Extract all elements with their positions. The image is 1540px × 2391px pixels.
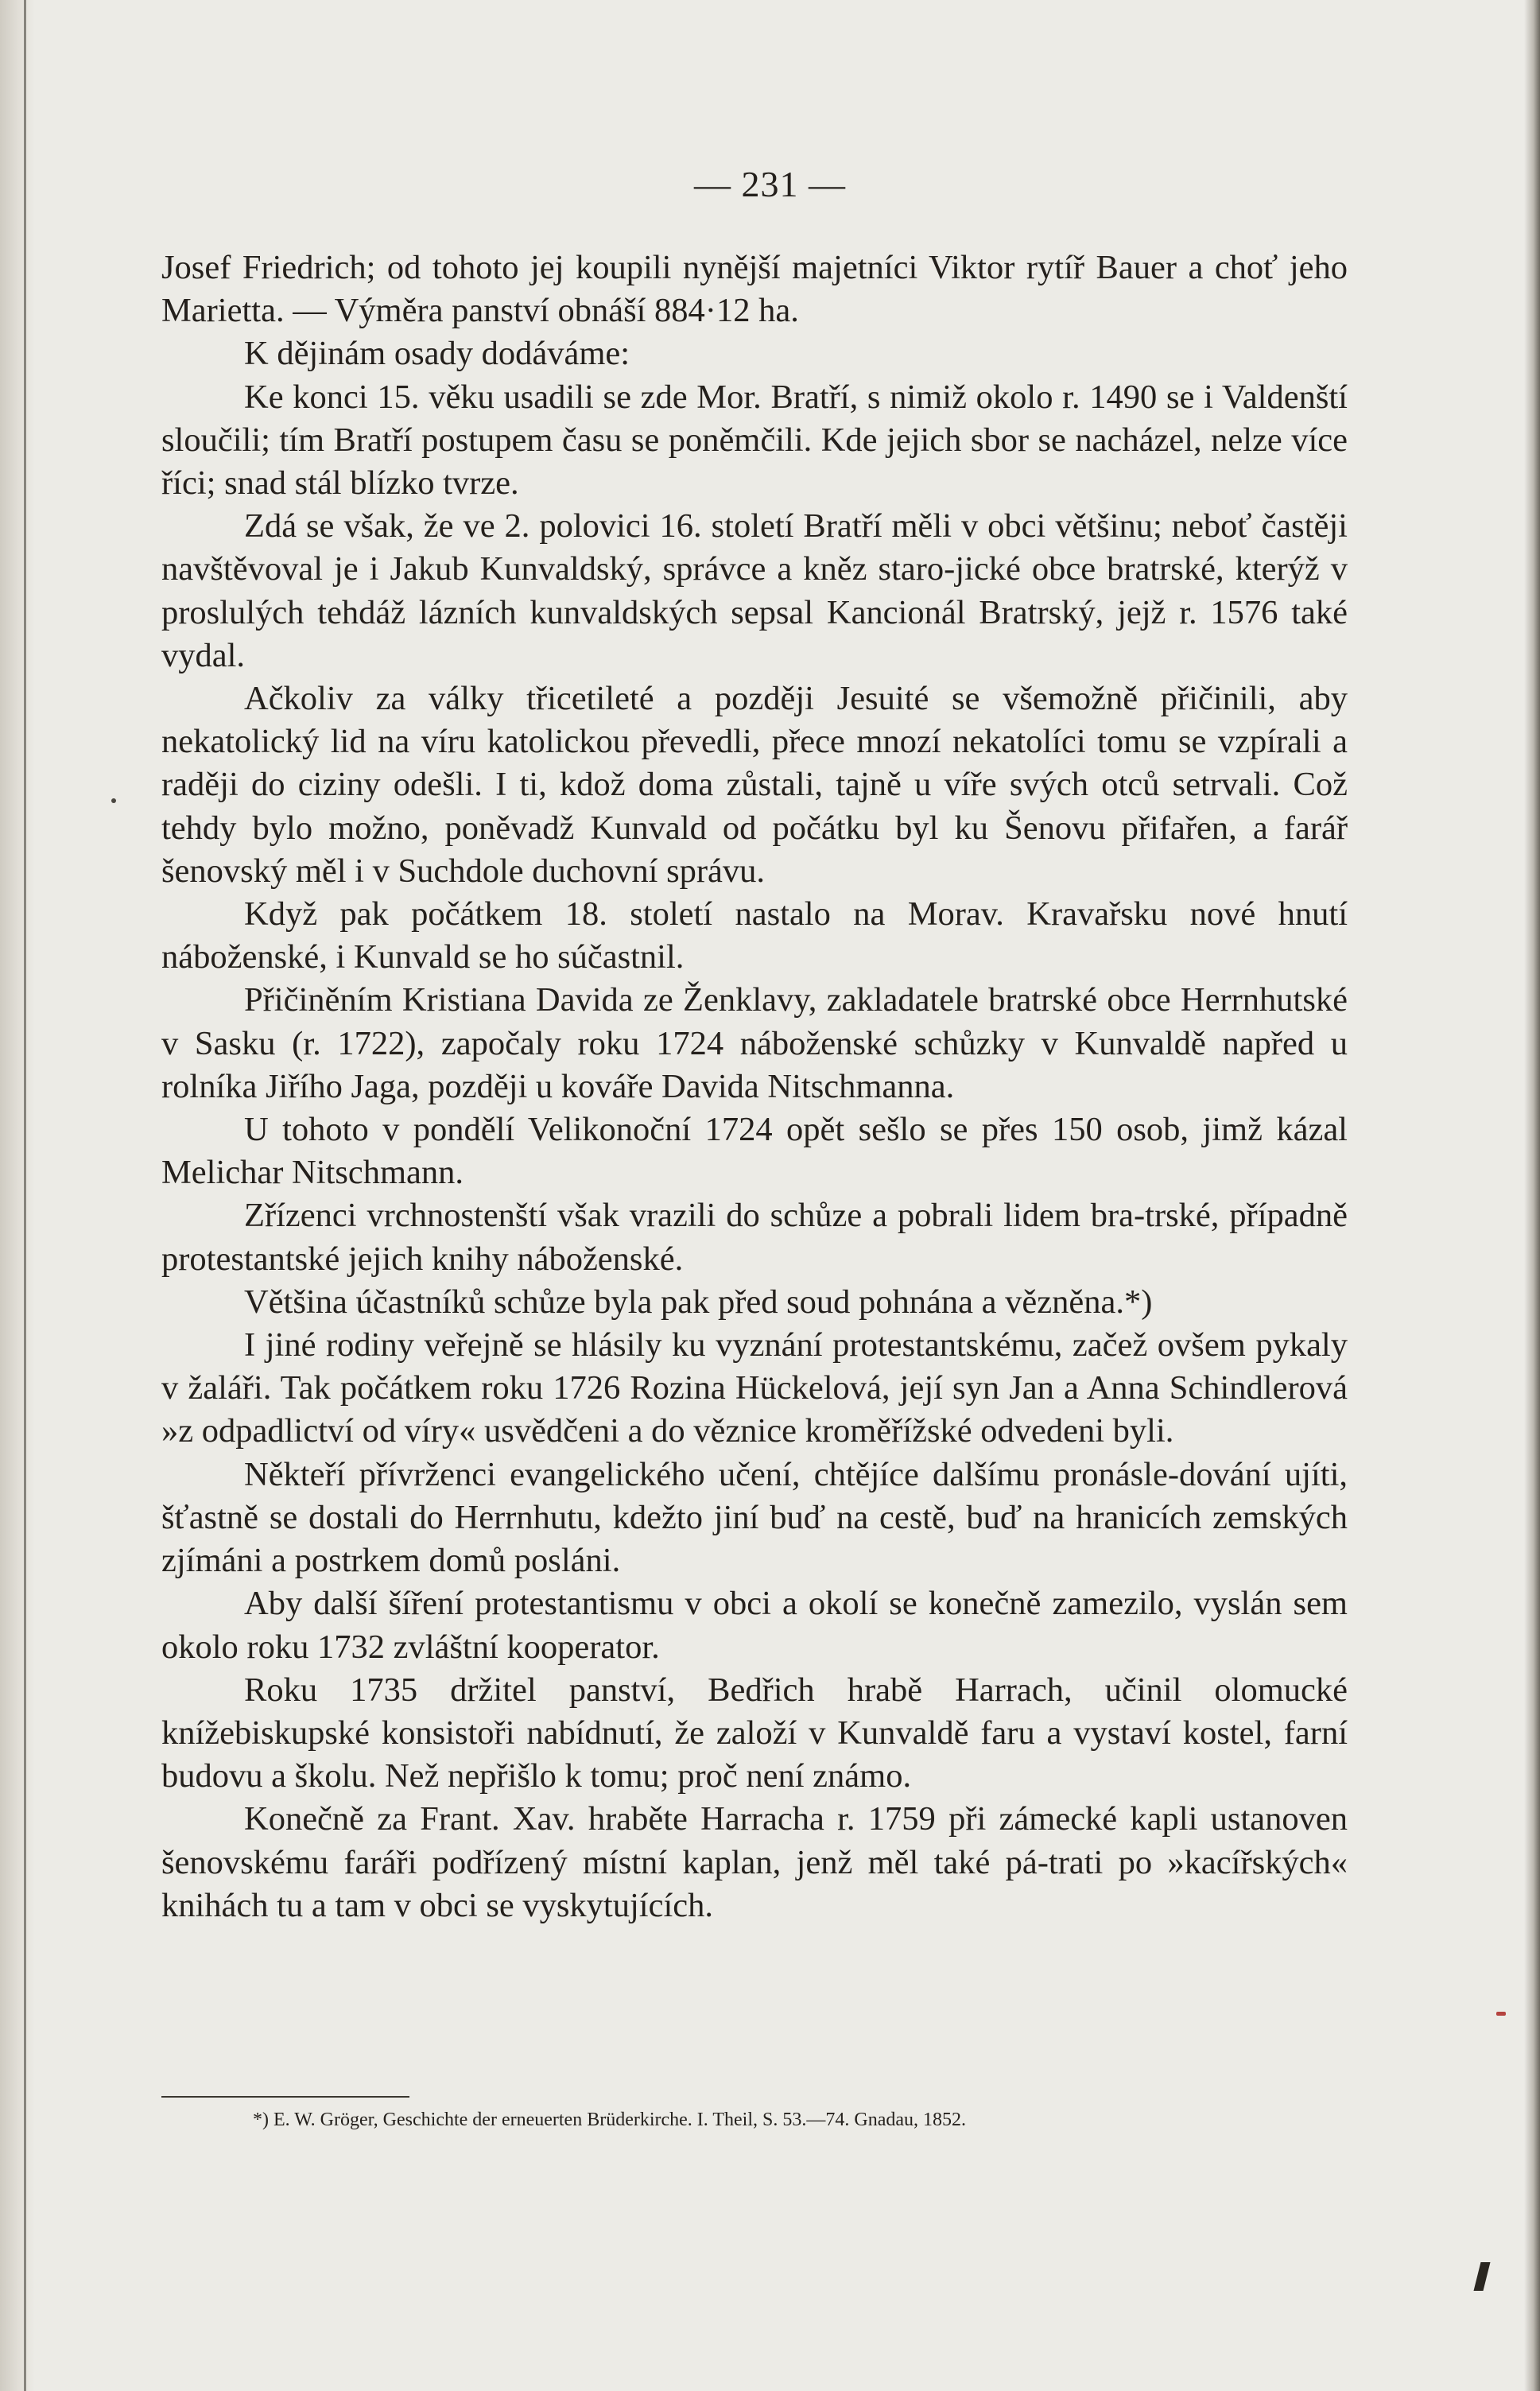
paragraph: Přičiněním Kristiana Davida ze Ženklavy, zakladatele bratrské obce Herrnhutské v Sasku (r. 1722), započaly roku 1724 náboženské schůzky v Kunvaldě napřed u rolníka Jiřího Jaga, později u kováře Davida Nitschmanna. xyxy=(161,981,1348,1105)
paragraph: Konečně za Frant. Xav. hraběte Harracha r. 1759 při zámecké kapli ustanoven šenovskému faráři podřízený místní kaplan, jenž měl také pá-trati po »kacířských« knihách tu a tam v obci se vyskytujících. xyxy=(161,1800,1348,1924)
page-right-edge-shadow xyxy=(1524,0,1540,2391)
stray-ink-dot xyxy=(111,798,116,803)
paragraph: Zřízenci vrchnostenští však vrazili do schůze a pobrali lidem bra-trské, případně protestantské jejich knihy náboženské. xyxy=(161,1197,1348,1278)
body-text xyxy=(161,246,1348,1927)
corner-ink-mark xyxy=(1474,2262,1491,2291)
paragraph: Většina účastníků schůze byla pak před soud pohnána a vězněna.*) xyxy=(244,1283,1153,1321)
footnote: *) E. W. Gröger, Geschichte der erneuerten Brüderkirche. I. Theil, S. 53.—74. Gnadau, 1852. xyxy=(253,2110,966,2130)
paragraph: Zdá se však, že ve 2. polovici 16. století Bratří měli v obci většinu; neboť častěji navštěvoval je i Jakub Kunvaldský, správce a kněz staro-jické obce bratrské, kterýž v proslulých tehdáž lázních kunvaldských sepsal Kancionál Bratrský, jejž r. 1576 také vydal. xyxy=(161,507,1348,674)
footnote-divider xyxy=(161,2096,409,2098)
paragraph: K dějinám osady dodáváme: xyxy=(244,335,630,373)
paragraph: Roku 1735 držitel panství, Bedřich hrabě Harrach, učinil olomucké knížebiskupské konsistoři nabídnutí, že založí v Kunvaldě faru a vystaví kostel, farní budovu a školu. Než nepřišlo k tomu; proč není známo. xyxy=(161,1671,1348,1795)
paragraph: Ke konci 15. věku usadili se zde Mor. Bratří, s nimiž okolo r. 1490 se i Valdenští sloučili; tím Bratří postupem času se poněmčili. Kde jejich sbor se nacházel, nelze více říci; snad stál blízko tvrze. xyxy=(161,378,1348,503)
page-number: — 231 — xyxy=(694,164,846,204)
paragraph: Ačkoliv za války třicetileté a později Jesuité se všemožně přičinili, aby nekatolický lid na víru katolickou převedli, přece mnozí nekatolíci tomu se vzpírali a raději do ciziny odešli. I ti, kdož doma zůstali, tajně u víře svých otců setrvali. Což tehdy bylo možno, poněvadž Kunvald od počátku byl ku Šenovu přifařen, a farář šenovský měl i v Suchdole duchovní správu. xyxy=(161,680,1348,890)
page-fold-line xyxy=(24,0,26,2391)
paragraph: Když pak počátkem 18. století nastalo na Morav. Kravařsku nové hnutí náboženské, i Kunvald se ho súčastnil. xyxy=(161,895,1348,976)
paragraph: Aby další šíření protestantismu v obci a okolí se konečně zamezilo, vyslán sem okolo roku 1732 zvláštní kooperator. xyxy=(161,1585,1348,1666)
paragraph: U tohoto v pondělí Velikonoční 1724 opět sešlo se přes 150 osob, jimž kázal Melichar Nitschmann. xyxy=(161,1111,1348,1192)
page-binding-shadow xyxy=(0,0,35,2391)
paragraph: Josef Friedrich; od tohoto jej koupili nynější majetníci Viktor rytíř Bauer a choť jeho Marietta. — Výměra panství obnáší 884·12 ha. xyxy=(161,249,1348,330)
paragraph: Někteří přívrženci evangelického učení, chtějíce dalšímu pronásle-dování ujíti, šťastně se dostali do Herrnhutu, kdežto jiní buď na cestě, buď na hranicích zemských zjímáni a postrkem domů posláni. xyxy=(161,1455,1348,1580)
stray-red-mark xyxy=(1496,2012,1506,2016)
paragraph: I jiné rodiny veřejně se hlásily ku vyznání protestantskému, začež ovšem pykaly v žaláři. Tak počátkem roku 1726 Rozina Hückelová, její syn Jan a Anna Schindlerová »z odpadlictví od víry« usvědčeni a do věznice kroměřížské odvedeni byli. xyxy=(161,1326,1348,1450)
